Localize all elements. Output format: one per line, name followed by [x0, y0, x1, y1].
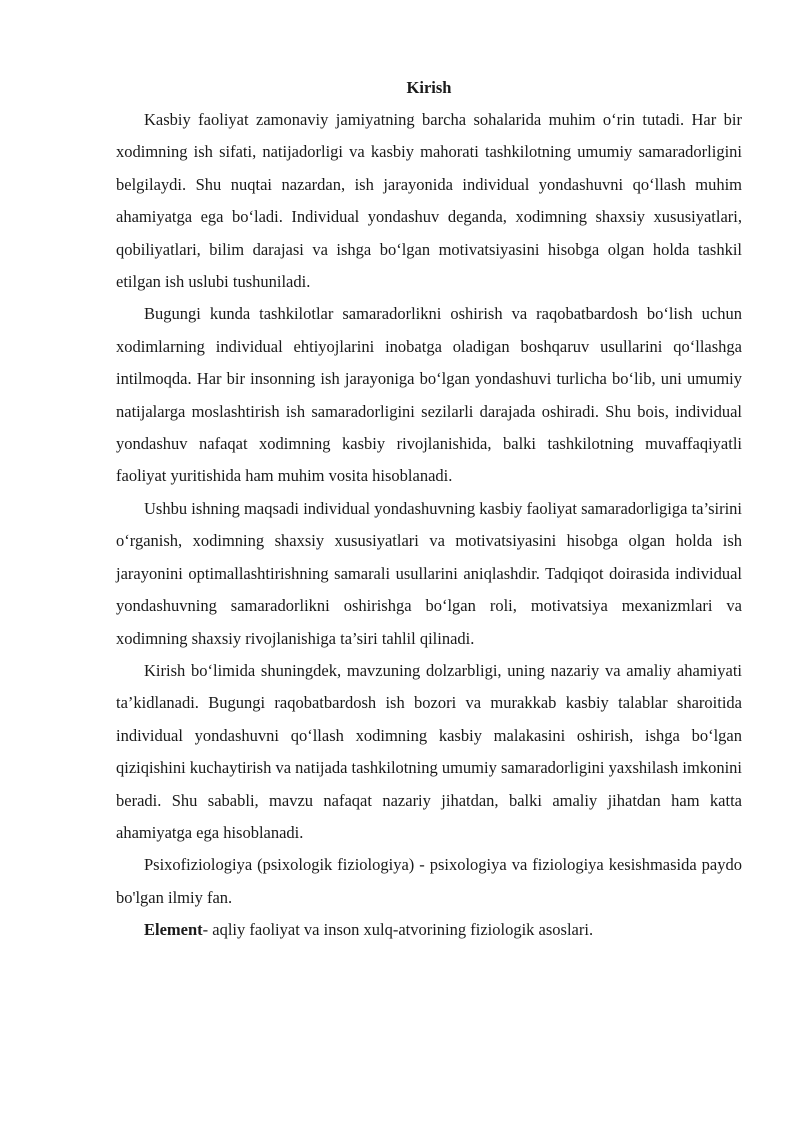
paragraph-intro: Kasbiy faoliyat zamonaviy jamiyatning barcha sohalarida muhim o‘rin tutadi. Har bir xodimning ish sifati, natijadorligi va kasbiy mahorati tashkilotning umumiy samaradorligini belgilaydi. Shu nuqtai nazardan, ish jarayonida individual yondashuvni qo‘llash muhim ahamiyatga ega bo‘ladi. Individual yondashuv deganda, xodimning shaxsiy xususiyatlari, qobiliyatlari, bilim darajasi va ishga bo‘lgan motivatsiyasini hisobga olgan holda tashkil etilgan ish uslubi tushuniladi.	[116, 110, 742, 292]
paragraph-today: Bugungi kunda tashkilotlar samaradorlikni oshirish va raqobatbardosh bo‘lish uchun xodimlarning individual ehtiyojlarini inobatga oladigan boshqaruv usullarini qo‘llashga intilmoqda. Har bir insonning ish jarayoniga bo‘lgan yondashuvi turlicha bo‘lib, uni umumiy natijalarga moslashtirish ish samaradorligini sezilarli darajada oshiradi. Shu bois, individual yondashuv nafaqat xodimning kasbiy rivojlanishida, balki tashkilotning muvaffaqiyatli faoliyat yuritishida ham muhim vosita hisoblanadi.	[116, 304, 742, 486]
paragraph-psychophysiology: Psixofiziologiya (psixologik fiziologiya) - psixologiya va fiziologiya kesishmasida paydo bo'lgan ilmiy fan.	[116, 855, 742, 907]
section-title: Kirish	[406, 78, 452, 97]
definition-paragraph	[116, 914, 742, 946]
paragraph-goal: Ushbu ishning maqsadi individual yondashuvning kasbiy faoliyat samaradorligiga ta’sirini o‘rganish, xodimning shaxsiy xususiyatlari va motivatsiyasini hisobga olgan holda ish jarayonini optimallashtirishning samarali usullarini aniqlashdir. Tadqiqot doirasida individual yondashuvning samaradorlikni oshirishga bo‘lgan roli, motivatsiya mexanizmlari va xodimning shaxsiy rivojlanishiga ta’siri tahlil qilinadi.	[116, 498, 742, 648]
definition-term: Element	[144, 920, 203, 940]
definition-text: - aqliy faoliyat va inson xulq-atvorining fiziologik asoslari.	[202, 920, 594, 940]
paragraph-relevance: Kirish bo‘limida shuningdek, mavzuning dolzarbligi, uning nazariy va amaliy ahamiyati ta’kidlanadi. Bugungi raqobatbardosh ish bozori va murakkab kasbiy talablar sharoitida individual yondashuvni qo‘llash xodimning kasbiy malakasini oshirish, ishga bo‘lgan qiziqishini kuchaytirish va natijada tashkilotning umumiy samaradorligini yaxshilash imkonini beradi. Shu sababli, mavzu nafaqat nazariy jihatdan, balki amaliy jihatdan ham katta ahamiyatga ega hisoblanadi.	[116, 660, 742, 842]
document-page	[116, 74, 742, 947]
